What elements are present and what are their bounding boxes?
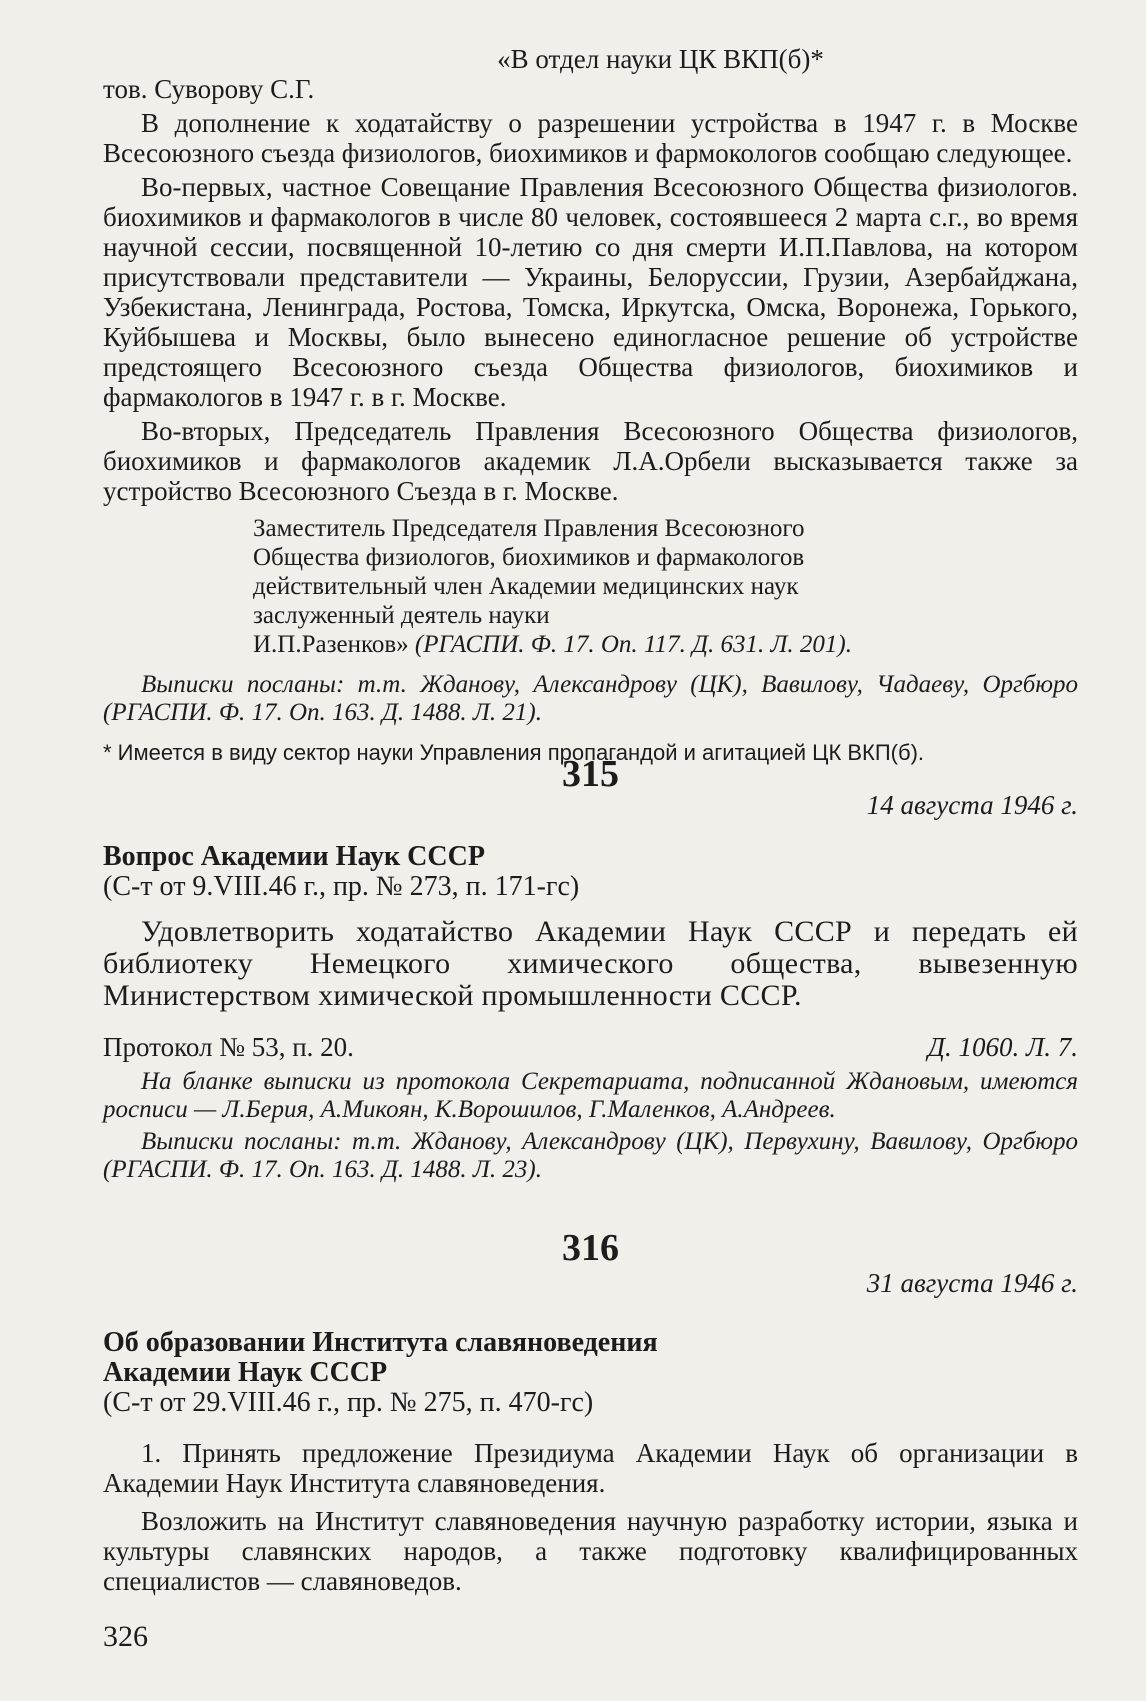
document-316 [103,1228,1078,1596]
document-number-315: 315 [562,753,619,795]
signature-line-2: Общества физиологов, биохимиков и фармакологов [253,544,805,571]
document-ref-316: (С-т от 29.VIII.46 г., пр. № 275, п. 470-гс) [103,1387,594,1418]
signer-name: И.П.Разенков» [253,631,415,658]
signature-line-1: Заместитель Председателя Правления Всесоюзного [253,515,805,542]
letter-section [103,44,1078,767]
protocol-row [103,1032,1078,1062]
letter-addressee: тов. Суворову С.Г. [103,74,315,104]
document-date-315: 14 августа 1946 г. [866,790,1078,820]
decision-paragraph-316-1: 1. Принять предложение Президиума Академии Наук об организации в Академии Наук Института славяноведения. [103,1438,1078,1498]
protocol-source: Д. 1060. Л. 7. [927,1032,1078,1062]
letter-paragraph-1: В дополнение к ходатайству о разрешении устройства в 1947 г. в Москве Всесоюзного съезда физиологов, биохимиков и фармокологов сообщаю следующее. [103,108,1078,168]
document-title-315: Вопрос Академии Наук СССР [103,841,485,872]
archive-source: (РГАСПИ. Ф. 17. Оп. 117. Д. 631. Л. 201). [414,631,852,658]
signer-line [253,630,1078,659]
document-date-316: 31 августа 1946 г. [866,1268,1078,1298]
signature-line-4: заслуженный деятель науки [253,602,550,629]
letter-paragraph-2: Во-первых, частное Совещание Правления Всесоюзного Общества физиологов. биохимиков и фармакологов в числе 80 человек, состоявшееся 2 марта с.г., во время научной сессии, посвященной 10-летию со дня смерти И.П.Павлова, на котором присутствовали представители — Украины, Белоруссии, Грузии, Азербайджана, Узбекистана, Ленинграда, Ростова, Томска, Иркутска, Омска, Воронежа, Горького, Куйбышева и Москвы, было вынесено единогласное решение об устройстве предстоящего Всесоюзного съезда Общества физиологов, биохимиков и фармакологов в 1947 г. в г. Москве. [103,172,1078,412]
document-315 [103,754,1078,1184]
letter-paragraph-3: Во-вторых, Председатель Правления Всесоюзного Общества физиологов, биохимиков и фармакологов академик Л.А.Орбели высказывается также за устройство Всесоюзного Съезда в г. Москве. [103,416,1078,506]
decision-text-315: Удовлетворить ходатайство Академии Наук СССР и передать ей библиотеку Немецкого химического общества, вывезенную Министерством химической промышленности СССР. [103,915,1078,1012]
letter-header: «В отдел науки ЦК ВКП(б)* [497,44,824,74]
distribution-note-315: Выписки посланы: т.т. Жданову, Александрову (ЦК), Первухину, Вавилову, Оргбюро (РГАСПИ. Ф. 17. Оп. 163. Д. 1488. Л. 23). [103,1128,1078,1183]
document-title-316-line-1: Об образовании Института славяноведения [103,1327,658,1358]
signature-block [103,514,1078,659]
decision-paragraph-316-2: Возложить на Институт славяноведения научную разработку истории, языка и культуры славянских народов, а также подготовку квалифицированных специалистов — славяноведов. [103,1506,1078,1596]
signature-line-3: действительный член Академии медицинских наук [253,573,799,600]
footnote: * Имеется в виду сектор науки Управления пропагандой и агитацией ЦК ВКП(б). [103,740,925,765]
page-number: 326 [103,1620,148,1653]
signature-note-315: На бланке выписки из протокола Секретариата, подписанной Ждановым, имеются росписи — Л.Берия, А.Микоян, К.Ворошилов, Г.Маленков, А.Андреев. [103,1068,1078,1123]
document-title-316-line-2: Академии Наук СССР [103,1357,388,1388]
protocol-label: Протокол № 53, п. 20. [103,1032,354,1062]
document-number-316: 316 [562,1227,619,1269]
distribution-note: Выписки посланы: т.т. Жданову, Александрову (ЦК), Вавилову, Чадаеву, Оргбюро (РГАСПИ. Ф. 17. Оп. 163. Д. 1488. Л. 21). [103,671,1078,726]
document-ref-315: (С-т от 9.VIII.46 г., пр. № 273, п. 171-гс) [103,871,580,902]
